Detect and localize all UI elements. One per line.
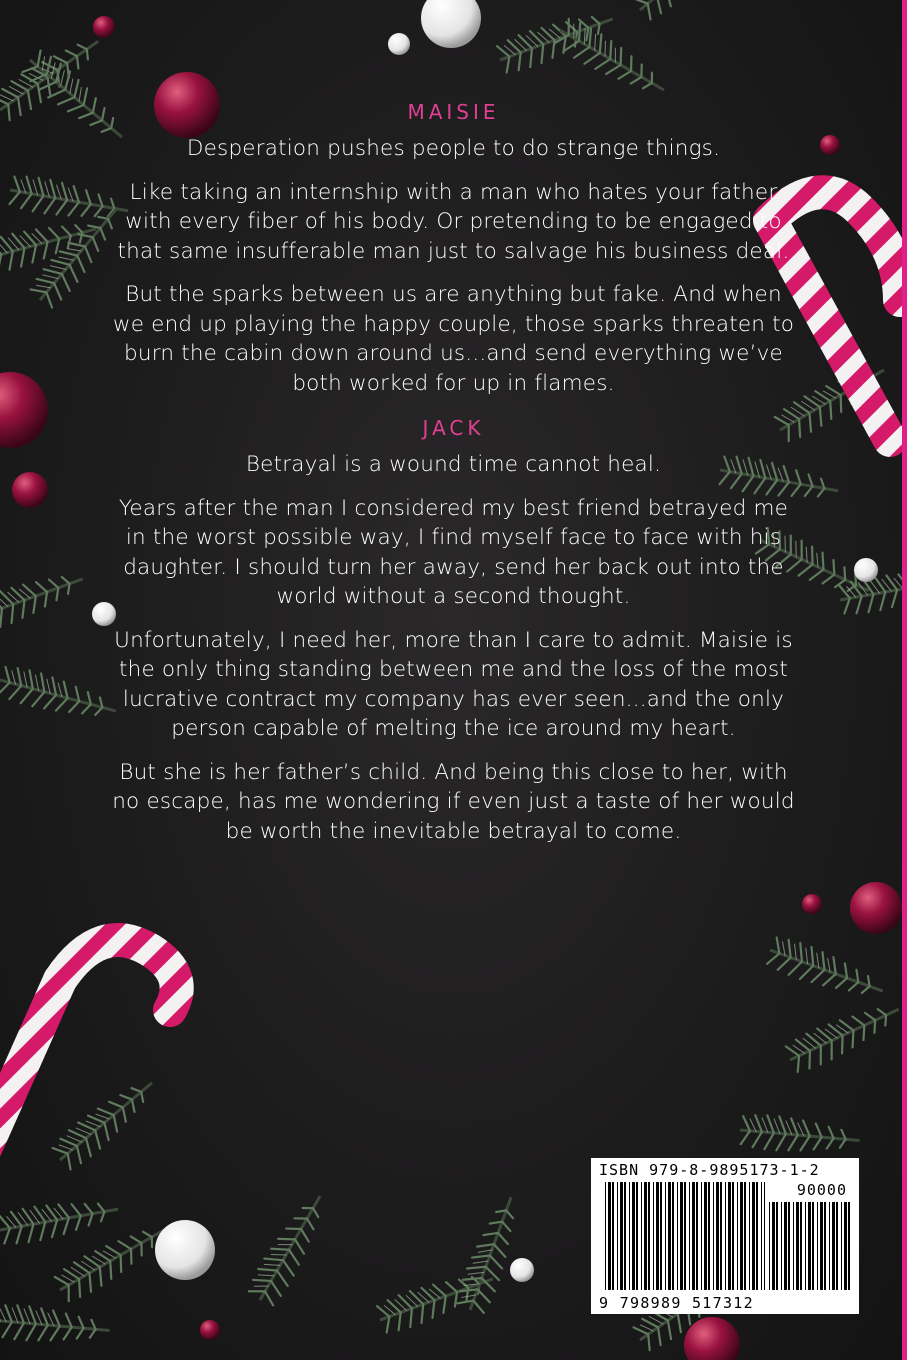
jack-paragraph-4: But she is her father’s child. And being this close to her, with no escape, has me wondering if even just a taste of her would be worth the inevitable betrayal to come.: [112, 759, 795, 844]
ean-barcode-bars: [605, 1182, 765, 1290]
maisie-paragraph-1: Desperation pushes people to do strange things.: [186, 136, 721, 161]
addon-barcode-bars: [769, 1202, 851, 1290]
ean-number: 9 798989 517312: [599, 1294, 754, 1312]
jack-paragraph-2: Years after the man I considered my best friend betrayed me in the worst possible way, I find myself face to face with his daughter. I should turn her away, send her back out into the world without a second thought.: [118, 495, 789, 609]
jack-paragraph-3: Unfortunately, I need her, more than I care to admit. Maisie is the only thing standing between me and the loss of the most lucrative contract my company has ever seen...and the only person capable of melting the ice around my heart.: [114, 627, 793, 741]
spine-edge: [902, 0, 907, 1360]
jack-heading: JACK: [422, 416, 485, 440]
jack-paragraph-1: Betrayal is a wound time cannot heal.: [245, 452, 662, 477]
maisie-paragraph-3: But the sparks between us are anything but fake. And when we end up playing the happy couple, those sparks threaten to burn the cabin down around us...and send everything we’ve both worked for up in flames.: [112, 282, 795, 396]
maisie-paragraph-2: Like taking an internship with a man who hates your father with every fiber of his body. Or pretending to be engaged to that same insufferable man just to salvage his business deal.: [117, 179, 790, 264]
price-code: 90000: [796, 1181, 847, 1199]
blurb: [110, 100, 797, 860]
isbn-number: ISBN 979-8-9895173-1-2: [599, 1161, 820, 1179]
maisie-heading: MAISIE: [407, 100, 500, 124]
isbn-barcode: [591, 1158, 859, 1314]
